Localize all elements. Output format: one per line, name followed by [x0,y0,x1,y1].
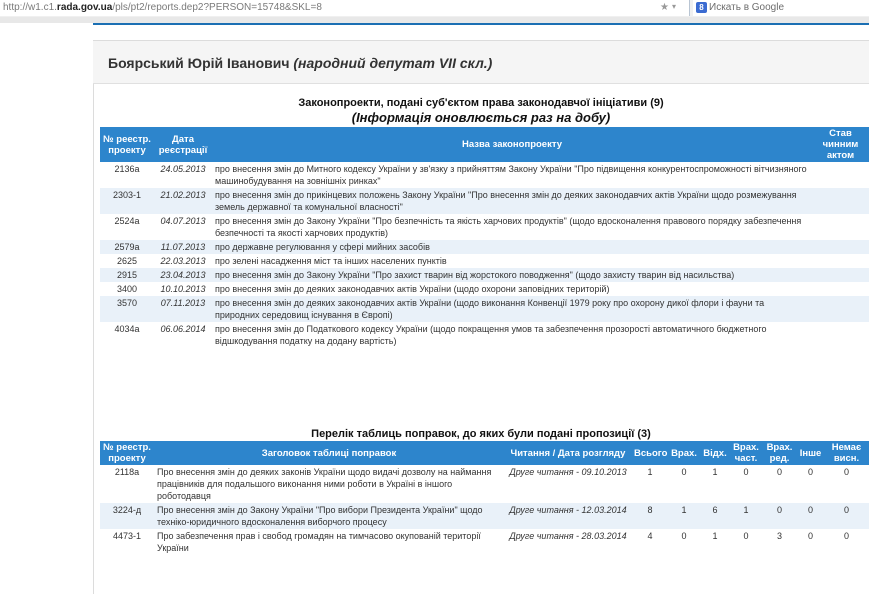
amendment-count-edited: 0 [776,467,782,477]
bill-title: про державне регулювання у сфері мийних засобів [212,240,812,254]
bill-number-link[interactable]: 2524а [114,216,140,226]
bill-row [100,188,869,214]
bill-row [100,296,869,322]
bill-became-act [812,282,869,296]
bill-row [100,214,869,240]
amendment-reading: Друге читання - 09.10.2013 [509,467,627,477]
amendment-count-rejected: 1 [712,467,718,477]
bill-reg-date: 10.10.2013 [160,284,206,294]
bill-reg-date: 22.03.2013 [160,256,206,266]
bill-became-act [812,322,869,348]
bills-table [100,127,869,348]
amendment-count-other: 0 [807,467,813,477]
bill-row [100,240,869,254]
amendment-count-rejected: 6 [700,503,730,529]
col-am-other: Інше [797,441,824,465]
bill-title: про внесення змін до Митного кодексу України у зв'язку з прийняттям Закону України "Про підвищення конкурентоспроможності вітчизняного машинобудування на зовнішніх ринках" [215,164,807,186]
amendment-count-other: 0 [807,531,813,541]
bill-title: про внесення змін до Закону України "Про захист тварин від жорстокого поводження" (щодо захисту тварин від насильства) [212,268,812,282]
bill-reg-date: 23.04.2013 [154,268,212,282]
col-am-accepted: Врах. [668,441,700,465]
col-bill-title: Назва законопроекту [212,127,812,162]
bill-number-link[interactable]: 3570 [100,296,154,322]
amendment-number-link[interactable]: 2118а [114,467,140,477]
bills-caption: Законопроекти, подані суб'єктом права законодавчої ініціативи (9) [298,97,664,109]
amendment-row [100,465,869,503]
amendment-count-total: 4 [647,531,653,541]
amendment-count-none: 0 [843,467,849,477]
bill-number-link[interactable]: 4034а [114,324,140,334]
url-path: /pls/pt2/reports.dep2?PERSON=15748&SKL=8 [112,2,322,13]
col-am-title: Заголовок таблиці поправок [154,441,504,465]
amendment-title-link[interactable]: Про внесення змін до деяких законів України щодо видачі дозволу на наймання працівників для подальшого виконання ними роботи в Україні в іншого роботодавця [157,467,492,501]
bill-became-act [812,240,869,254]
amendment-count-accepted: 0 [681,531,687,541]
amendments-header-row [100,441,869,465]
bill-row [100,162,869,188]
bill-became-act [812,214,869,240]
amendment-count-accepted: 0 [681,467,687,477]
bill-row [100,322,869,348]
deputy-role: (народний депутат VII скл.) [293,55,493,71]
bill-title: про внесення змін до прикінцевих положень Закону України "Про внесення змін до деяких законодавчих актів України щодо розмежування земель державної та комунальної власності" [212,188,812,214]
col-am-partial: Врах. част. [730,441,762,465]
search-box[interactable] [693,0,869,16]
bill-number-link[interactable]: 2579а [100,240,154,254]
bill-title: про внесення змін до деяких законодавчих актів України (щодо виконання Конвенції 1979 року про охорону дикої флори і фауни та природних середовищ існування в Європі) [212,296,812,322]
bill-became-act [812,162,869,188]
amendment-count-edited: 3 [776,531,782,541]
amendment-number-link[interactable]: 4473-1 [112,531,142,541]
bills-header-row [100,127,869,162]
bill-row [100,254,869,268]
bill-reg-date: 06.06.2014 [160,324,206,334]
bookmark-star-icon[interactable]: ★ [660,2,669,13]
amendment-count-accepted: 1 [668,503,700,529]
col-became-act: Став чинним актом [812,127,869,162]
amendment-reading: Друге читання - 28.03.2014 [509,531,627,541]
col-am-reading: Читання / Дата розгляду [504,441,632,465]
bill-title: про внесення змін до деяких законодавчих актів України (щодо охорони заповідних територій) [215,284,610,294]
col-am-total: Всього [632,441,668,465]
amendment-count-edited: 0 [762,503,797,529]
bill-became-act [812,268,869,282]
amendment-title-link[interactable]: Про внесення змін до Закону України "Про вибори Президента України" щодо техніко-юридичного вдосконалення виборчого процесу [154,503,504,529]
amendment-count-partial: 0 [743,531,749,541]
address-bar[interactable] [0,0,690,16]
amendment-count-total: 8 [632,503,668,529]
search-placeholder: Искать в Google [709,2,785,13]
bill-reg-date: 04.07.2013 [160,216,206,226]
amendment-count-total: 1 [647,467,653,477]
col-am-none: Немає висн. [824,441,869,465]
amendments-table [100,441,869,555]
amendment-count-rejected: 1 [712,531,718,541]
amendment-count-none: 0 [843,531,849,541]
bill-number-link[interactable]: 2303-1 [100,188,154,214]
bill-title: про внесення змін до Закону України "Про безпечність та якість харчових продуктів" (щодо вдосконалення правового порядку забезпечення безпечності та якості харчових продуктів) [215,216,802,238]
bill-number-link[interactable]: 2625 [116,256,138,266]
amendment-row [100,503,869,529]
left-margin [0,25,93,593]
bill-number-link[interactable]: 2136а [114,164,140,174]
col-am-rejected: Відх. [700,441,730,465]
bill-row [100,268,869,282]
google-search-icon: 8 [696,2,707,13]
url-dropdown-icon[interactable]: ▾ [672,2,677,11]
deputy-name: Боярський Юрій Іванович [108,55,290,71]
bills-subcaption: (Інформація оновлюється раз на добу) [351,110,611,125]
bill-became-act [812,188,869,214]
bill-reg-date: 24.05.2013 [160,164,206,174]
amendment-reading: Друге читання - 12.03.2014 [504,503,632,529]
amendments-caption: Перелік таблиць поправок, до яких були подані пропозиції (3) [311,428,651,440]
amendment-row [100,529,869,555]
bill-reg-date: 07.11.2013 [154,296,212,322]
bill-became-act [812,254,869,268]
bill-reg-date: 21.02.2013 [154,188,212,214]
bill-number-link[interactable]: 3400 [116,284,138,294]
url-prefix: http://w1.c1. [3,2,57,13]
bill-title: про зелені насадження міст та інших населених пунктів [215,256,447,266]
col-reg-date: Дата реєстрації [154,127,212,162]
top-accent-line [93,23,869,25]
bill-became-act [812,296,869,322]
bill-title: про внесення змін до Податкового кодексу України (щодо покращення умов та забезпечення прозорості автоматичного бюджетного відшкодування податку на додану вартість) [215,324,767,346]
col-am-edited: Врах. ред. [762,441,797,465]
amendment-title-link[interactable]: Про забезпечення прав і свобод громадян на тимчасово окупованій території України [157,531,481,553]
bill-row [100,282,869,296]
col-am-number: № реестр. проекту [100,441,154,465]
url-domain: rada.gov.ua [56,2,113,13]
bill-reg-date: 11.07.2013 [154,240,212,254]
bill-number-link[interactable]: 2915 [100,268,154,282]
amendment-count-partial: 1 [730,503,762,529]
amendment-count-partial: 0 [743,467,749,477]
amendment-count-none: 0 [824,503,869,529]
amendment-count-other: 0 [797,503,824,529]
page-title [108,55,492,71]
col-bill-number: № реестр. проекту [100,127,154,162]
amendment-number-link[interactable]: 3224-д [100,503,154,529]
browser-toolbar [0,0,869,18]
